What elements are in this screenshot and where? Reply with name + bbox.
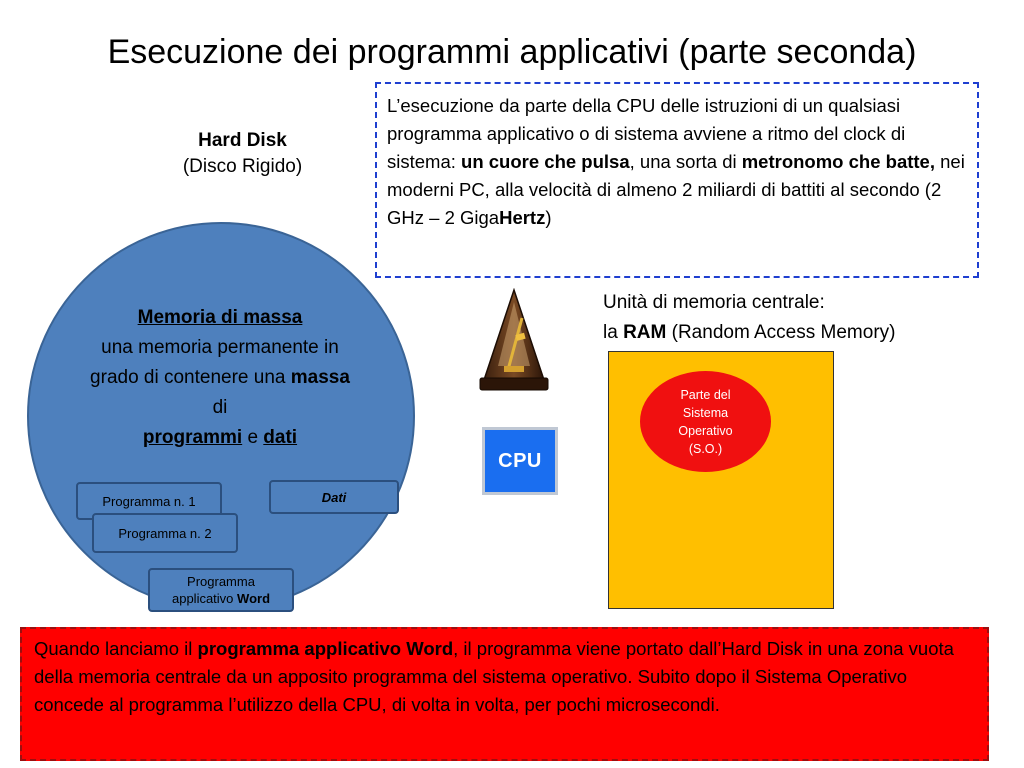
ram-title	[603, 288, 1013, 348]
info-text-1: L’esecuzione da parte della CPU delle istruzioni di un qualsiasi programma applicativo o di sistema avviene a ritmo del clock di sistema:	[387, 95, 906, 172]
mass-memory-massa: massa	[290, 367, 350, 388]
hard-disk-label	[140, 128, 345, 180]
os-line3: Operativo	[678, 423, 733, 438]
mass-memory-e: e	[242, 427, 264, 448]
os-line4: (S.O.)	[688, 441, 723, 456]
word-program-line2: applicativo	[171, 591, 238, 606]
info-bold-3: Hertz	[499, 207, 546, 228]
mass-memory-di: di	[212, 397, 228, 418]
hard-disk-title: Hard Disk	[198, 130, 287, 151]
info-bold-1: un cuore che pulsa	[461, 151, 630, 172]
mass-memory-heading: Memoria di massa	[137, 307, 303, 328]
metronome-icon	[478, 288, 550, 392]
word-program-line1: Programma	[187, 574, 255, 589]
ram-title-line1: Unità di memoria centrale:	[603, 292, 825, 313]
mass-memory-programmi: programmi	[142, 427, 243, 448]
cpu-chip	[482, 427, 558, 495]
os-line1: Parte del	[680, 387, 731, 402]
page-title: Esecuzione dei programmi applicativi (parte seconda)	[107, 33, 917, 71]
word-program-bold: Word	[237, 591, 271, 606]
bottom-bold: programma applicativo Word	[197, 638, 454, 659]
info-bold-2: metronomo che batte,	[741, 151, 935, 172]
ram-title-bold: RAM	[623, 322, 667, 343]
cpu-label: CPU	[498, 449, 542, 472]
clock-info-box	[375, 82, 979, 278]
info-text-2: , una sorta di	[629, 151, 742, 172]
os-area-ellipse	[640, 371, 771, 472]
mass-memory-line: una memoria permanente in grado di contenere una	[90, 337, 339, 388]
program-2-label: Programma n. 2	[118, 525, 212, 541]
ram-title-post: (Random Access Memory)	[666, 322, 896, 343]
info-text-3: nei moderni PC, alla velocità di almeno 2 miliardi di battiti al secondo (2 GHz – 2 Giga	[387, 151, 965, 228]
bottom-text-1: Quando lanciamo il	[34, 638, 198, 659]
hard-disk-subtitle: (Disco Rigido)	[182, 156, 303, 177]
data-box	[269, 480, 399, 514]
info-text-4: )	[545, 207, 552, 228]
word-program-box	[148, 568, 294, 612]
bottom-text-2: , il programma viene portato dall’Hard Disk in una zona vuota della memoria centrale da un apposito programma del sistema operativo. Subito dopo il Sistema Operativo concede al programma l’utilizzo della CPU, di volta in volta, per pochi microsecondi.	[34, 638, 954, 715]
data-label: Dati	[321, 489, 347, 505]
program-1-label: Programma n. 1	[102, 493, 196, 509]
os-line2: Sistema	[682, 405, 729, 420]
mass-memory-dati: dati	[263, 427, 298, 448]
ram-title-pre: la	[603, 322, 624, 343]
mass-memory-description	[90, 303, 350, 453]
bottom-explanation-box	[20, 627, 989, 761]
program-2-box	[92, 513, 238, 553]
